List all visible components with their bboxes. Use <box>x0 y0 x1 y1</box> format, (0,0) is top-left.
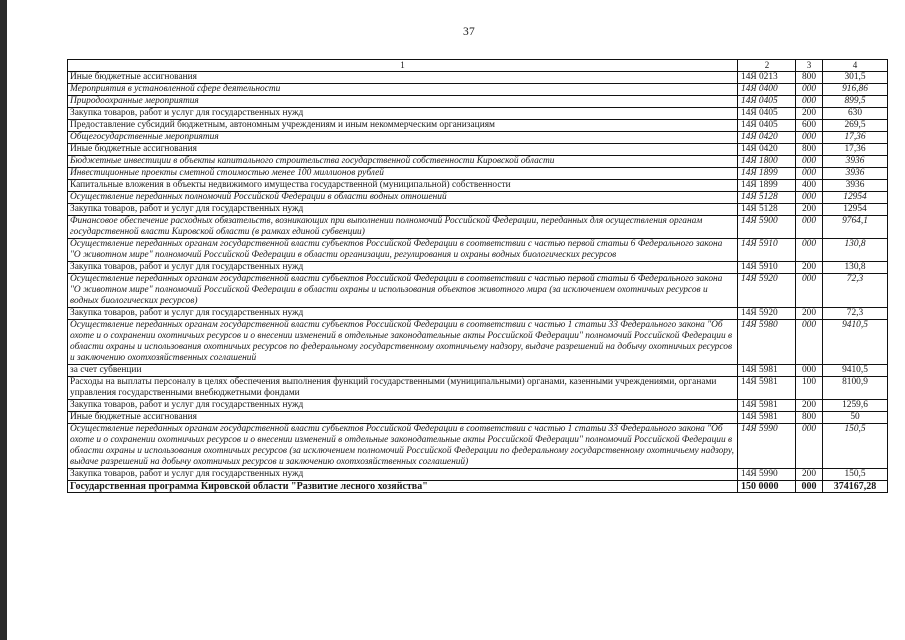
row-type-cell: 000 <box>796 365 823 377</box>
page-number: 37 <box>463 26 476 38</box>
header-cell-code: 2 <box>738 60 796 72</box>
row-amount-cell: 269,5 <box>823 120 888 132</box>
table-row <box>68 180 888 192</box>
row-name-cell: Закупка товаров, работ и услуг для государственных нужд <box>68 469 738 481</box>
row-name-cell: Иные бюджетные ассигнования <box>68 144 738 156</box>
row-amount-cell: 9410,5 <box>823 365 888 377</box>
row-type-cell: 400 <box>796 180 823 192</box>
table-row <box>68 262 888 274</box>
row-amount-cell: 630 <box>823 108 888 120</box>
row-type-cell: 000 <box>796 84 823 96</box>
header-cell-type: 3 <box>796 60 823 72</box>
row-code-cell: 14Я 1800 <box>738 156 796 168</box>
row-name-cell: Иные бюджетные ассигнования <box>68 72 738 84</box>
row-code-cell: 14Я 5990 <box>738 424 796 469</box>
row-type-cell: 800 <box>796 144 823 156</box>
table-row <box>68 108 888 120</box>
table-row <box>68 377 888 400</box>
row-name-cell: за счет субвенции <box>68 365 738 377</box>
row-code-cell: 14Я 5128 <box>738 192 796 204</box>
row-name-cell: Расходы на выплаты персоналу в целях обеспечения выполнения функций государственными (муниципальными) органами, казенными учреждениями, органами управления государственными внебюджетными фондами <box>68 377 738 400</box>
row-type-cell: 000 <box>796 481 823 493</box>
row-amount-cell: 9410,5 <box>823 320 888 365</box>
row-type-cell: 000 <box>796 424 823 469</box>
row-name-cell: Предоставление субсидий бюджетным, автономным учреждениям и иным некоммерческим организациям <box>68 120 738 132</box>
row-type-cell: 200 <box>796 262 823 274</box>
table-row <box>68 365 888 377</box>
table-row <box>68 216 888 239</box>
row-type-cell: 600 <box>796 120 823 132</box>
row-amount-cell: 17,36 <box>823 132 888 144</box>
row-amount-cell: 899,5 <box>823 96 888 108</box>
table-row <box>68 320 888 365</box>
row-code-cell: 14Я 5910 <box>738 239 796 262</box>
row-name-cell: Осуществление переданных органам государственной власти субъектов Российской Федерации в соответствии с частью 1 статьи 33 Федерального закона "Об охоте и о сохранении охотничьих ресурсов и о внесении изменений в отдельные законодательные акты Российской Федерации" полномочий Российской Федерации в области охраны и использования охотничьих ресурсов по федеральному государственному охотничьему надзору, выдаче разрешений на добычу охотничьих ресурсов и заключению охотхозяйственных соглашений <box>68 320 738 365</box>
row-code-cell: 14Я 0405 <box>738 96 796 108</box>
row-type-cell: 000 <box>796 320 823 365</box>
row-name-cell: Капитальные вложения в объекты недвижимого имущества государственной (муниципальной) собственности <box>68 180 738 192</box>
row-type-cell: 000 <box>796 156 823 168</box>
table-row <box>68 469 888 481</box>
table-row <box>68 144 888 156</box>
row-amount-cell: 3936 <box>823 168 888 180</box>
row-code-cell: 14Я 0405 <box>738 108 796 120</box>
row-amount-cell: 130,8 <box>823 239 888 262</box>
row-type-cell: 800 <box>796 72 823 84</box>
row-code-cell: 14Я 5981 <box>738 365 796 377</box>
row-name-cell: Закупка товаров, работ и услуг для государственных нужд <box>68 400 738 412</box>
row-type-cell: 000 <box>796 216 823 239</box>
row-amount-cell: 8100,9 <box>823 377 888 400</box>
row-amount-cell: 50 <box>823 412 888 424</box>
row-code-cell: 14Я 5981 <box>738 400 796 412</box>
row-type-cell: 000 <box>796 132 823 144</box>
scan-edge <box>0 0 7 640</box>
row-amount-cell: 301,5 <box>823 72 888 84</box>
row-type-cell: 000 <box>796 168 823 180</box>
row-code-cell: 14Я 1899 <box>738 168 796 180</box>
row-amount-cell: 916,86 <box>823 84 888 96</box>
row-type-cell: 200 <box>796 400 823 412</box>
row-code-cell: 150 0000 <box>738 481 796 493</box>
table-row <box>68 412 888 424</box>
row-code-cell: 14Я 5128 <box>738 204 796 216</box>
row-name-cell: Закупка товаров, работ и услуг для государственных нужд <box>68 262 738 274</box>
table-row <box>68 192 888 204</box>
row-name-cell: Закупка товаров, работ и услуг для государственных нужд <box>68 308 738 320</box>
row-code-cell: 14Я 1899 <box>738 180 796 192</box>
row-code-cell: 14Я 5910 <box>738 262 796 274</box>
row-code-cell: 14Я 5981 <box>738 412 796 424</box>
row-code-cell: 14Я 0213 <box>738 72 796 84</box>
row-code-cell: 14Я 0405 <box>738 120 796 132</box>
row-name-cell: Природоохранные мероприятия <box>68 96 738 108</box>
row-amount-cell: 9764,1 <box>823 216 888 239</box>
table-row <box>68 481 888 493</box>
row-code-cell: 14Я 5920 <box>738 308 796 320</box>
row-type-cell: 200 <box>796 204 823 216</box>
row-amount-cell: 374167,28 <box>823 481 888 493</box>
row-name-cell: Финансовое обеспечение расходных обязательств, возникающих при выполнении полномочий Российской Федерации, переданных для осуществления органам государственной власти Кировской области (в рамках единой субвенции) <box>68 216 738 239</box>
row-amount-cell: 12954 <box>823 204 888 216</box>
table-row <box>68 96 888 108</box>
row-code-cell: 14Я 5981 <box>738 377 796 400</box>
table-row <box>68 168 888 180</box>
header-cell-name: 1 <box>68 60 738 72</box>
row-code-cell: 14Я 0420 <box>738 144 796 156</box>
row-name-cell: Бюджетные инвестиции в объекты капитального строительства государственной собственности Кировской области <box>68 156 738 168</box>
row-type-cell: 200 <box>796 108 823 120</box>
row-name-cell: Иные бюджетные ассигнования <box>68 412 738 424</box>
row-amount-cell: 3936 <box>823 180 888 192</box>
budget-table-body <box>68 60 888 493</box>
row-name-cell: Общегосударственные мероприятия <box>68 132 738 144</box>
row-amount-cell: 17,36 <box>823 144 888 156</box>
row-code-cell: 14Я 0420 <box>738 132 796 144</box>
row-amount-cell: 1259,6 <box>823 400 888 412</box>
row-amount-cell: 72,3 <box>823 274 888 308</box>
row-name-cell: Государственная программа Кировской области "Развитие лесного хозяйства" <box>68 481 738 493</box>
row-amount-cell: 3936 <box>823 156 888 168</box>
row-amount-cell: 130,8 <box>823 262 888 274</box>
row-code-cell: 14Я 5990 <box>738 469 796 481</box>
table-row <box>68 274 888 308</box>
row-amount-cell: 150,5 <box>823 469 888 481</box>
header-row <box>68 60 888 72</box>
row-code-cell: 14Я 5900 <box>738 216 796 239</box>
row-type-cell: 000 <box>796 274 823 308</box>
row-name-cell: Осуществление переданных полномочий Российской Федерации в области водных отношений <box>68 192 738 204</box>
table-row <box>68 400 888 412</box>
row-type-cell: 200 <box>796 308 823 320</box>
row-type-cell: 000 <box>796 192 823 204</box>
row-type-cell: 000 <box>796 239 823 262</box>
row-type-cell: 000 <box>796 96 823 108</box>
table-row <box>68 84 888 96</box>
row-code-cell: 14Я 5920 <box>738 274 796 308</box>
row-name-cell: Осуществление переданных органам государственной власти субъектов Российской Федерации в соответствии с частью первой статьи 6 Федерального закона "О животном мире" полномочий Российской Федерации в области охраны и использования объектов животного мира (за исключением охотничьих ресурсов и водных биологических ресурсов) <box>68 274 738 308</box>
table-row <box>68 204 888 216</box>
row-name-cell: Закупка товаров, работ и услуг для государственных нужд <box>68 108 738 120</box>
row-code-cell: 14Я 5980 <box>738 320 796 365</box>
row-amount-cell: 72,3 <box>823 308 888 320</box>
row-name-cell: Закупка товаров, работ и услуг для государственных нужд <box>68 204 738 216</box>
row-name-cell: Инвестиционные проекты сметной стоимостью менее 100 миллионов рублей <box>68 168 738 180</box>
header-cell-amount: 4 <box>823 60 888 72</box>
row-type-cell: 100 <box>796 377 823 400</box>
row-type-cell: 800 <box>796 412 823 424</box>
table-row <box>68 308 888 320</box>
table-row <box>68 156 888 168</box>
table-row <box>68 120 888 132</box>
table-row <box>68 72 888 84</box>
table-row <box>68 132 888 144</box>
table-row <box>68 239 888 262</box>
row-name-cell: Осуществление переданных органам государственной власти субъектов Российской Федерации в соответствии с частью 1 статьи 33 Федерального закона "Об охоте и о сохранении охотничьих ресурсов и о внесении изменений в отдельные законодательные акты Российской Федерации" полномочий Российской Федерации в области охраны и использования охотничьих ресурсов (за исключением полномочий Российской Федерации по федеральному государственному охотничьему надзору, выдаче разрешений на добычу охотничьих ресурсов и заключению охотхозяйственных соглашений) <box>68 424 738 469</box>
row-amount-cell: 12954 <box>823 192 888 204</box>
budget-table <box>67 59 888 493</box>
row-type-cell: 200 <box>796 469 823 481</box>
row-name-cell: Осуществление переданных органам государственной власти субъектов Российской Федерации в соответствии с частью первой статьи 6 Федерального закона "О животном мире" полномочий Российской Федерации в области организации, регулирования и охраны водных биологических ресурсов <box>68 239 738 262</box>
table-row <box>68 424 888 469</box>
row-code-cell: 14Я 0400 <box>738 84 796 96</box>
row-amount-cell: 150,5 <box>823 424 888 469</box>
row-name-cell: Мероприятия в установленной сфере деятельности <box>68 84 738 96</box>
